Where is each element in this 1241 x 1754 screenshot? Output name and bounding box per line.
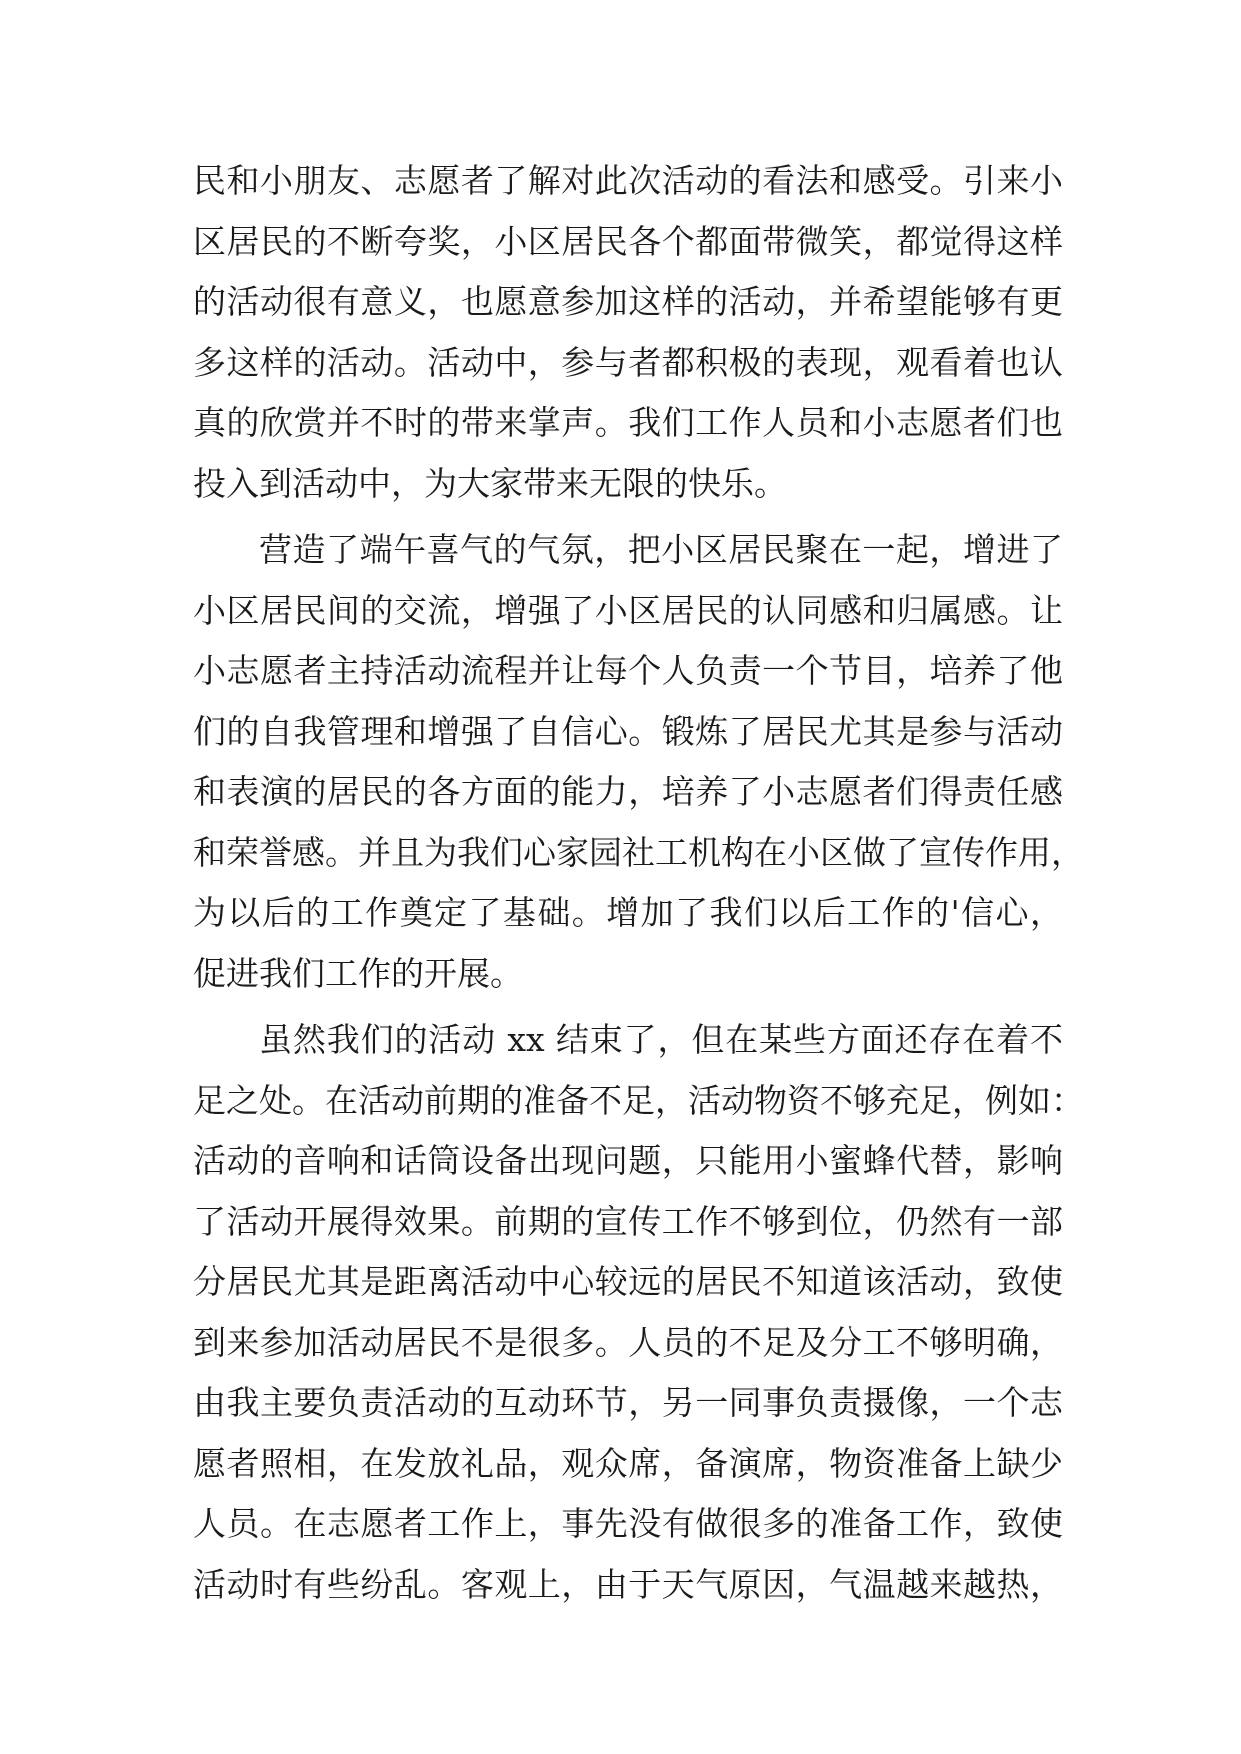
paragraph-line: 为以后的工作奠定了基础。增加了我们以后工作的'信心， (193, 893, 1063, 932)
paragraph-line: 由我主要负责活动的互动环节，另一同事负责摄像，一个志 (193, 1383, 1063, 1422)
paragraph-line: 活动的音响和话筒设备出现问题，只能用小蜜蜂代替，影响 (193, 1141, 1063, 1180)
paragraph-line: 小志愿者主持活动流程并让每个人负责一个节目，培养了他 (193, 651, 1063, 690)
paragraph-line: 到来参加活动居民不是很多。人员的不足及分工不够明确， (193, 1322, 1063, 1362)
paragraph-line: 民和小朋友、志愿者了解对此次活动的看法和感受。引来小 (193, 161, 1063, 200)
paragraph-line: 和表演的居民的各方面的能力，培养了小志愿者们得责任感 (193, 772, 1063, 811)
paragraph-line: 小区居民间的交流，增强了小区居民的认同感和归属感。让 (193, 590, 1063, 630)
paragraph-2 (193, 520, 1084, 1004)
document-body (193, 151, 1084, 1615)
paragraph-line: 促进我们工作的开展。 (193, 953, 523, 993)
paragraph-line: 虽然我们的活动 xx 结束了，但在某些方面还存在着不 (259, 1020, 1063, 1059)
paragraph-line: 人员。在志愿者工作上，事先没有做很多的准备工作，致使 (193, 1504, 1063, 1543)
paragraph-line: 多这样的活动。活动中，参与者都积极的表现，观看着也认 (193, 342, 1063, 382)
paragraph-line: 和荣誉感。并且为我们心家园社工机构在小区做了宣传作用， (193, 832, 1084, 872)
paragraph-line: 营造了端午喜气的气氛，把小区居民聚在一起，增进了 (259, 530, 1063, 569)
paragraph-line: 真的欣赏并不时的带来掌声。我们工作人员和小志愿者们也 (193, 403, 1063, 442)
paragraph-line: 区居民的不断夸奖，小区居民各个都面带微笑，都觉得这样 (193, 221, 1063, 261)
paragraph-1 (193, 151, 1063, 514)
paragraph-line: 活动时有些纷乱。客观上，由于天气原因，气温越来越热， (193, 1564, 1063, 1604)
paragraph-3 (193, 1010, 1084, 1615)
paragraph-line: 了活动开展得效果。前期的宣传工作不够到位，仍然有一部 (193, 1201, 1063, 1241)
paragraph-line: 足之处。在活动前期的准备不足，活动物资不够充足，例如： (193, 1080, 1084, 1120)
paragraph-line: 分居民尤其是距离活动中心较远的居民不知道该活动，致使 (193, 1262, 1063, 1301)
paragraph-line: 的活动很有意义，也愿意参加这样的活动，并希望能够有更 (193, 282, 1063, 321)
paragraph-line: 愿者照相，在发放礼品，观众席，备演席，物资准备上缺少 (193, 1443, 1063, 1483)
paragraph-line: 们的自我管理和增强了自信心。锻炼了居民尤其是参与活动 (193, 711, 1063, 751)
paragraph-line: 投入到活动中，为大家带来无限的快乐。 (193, 463, 787, 503)
